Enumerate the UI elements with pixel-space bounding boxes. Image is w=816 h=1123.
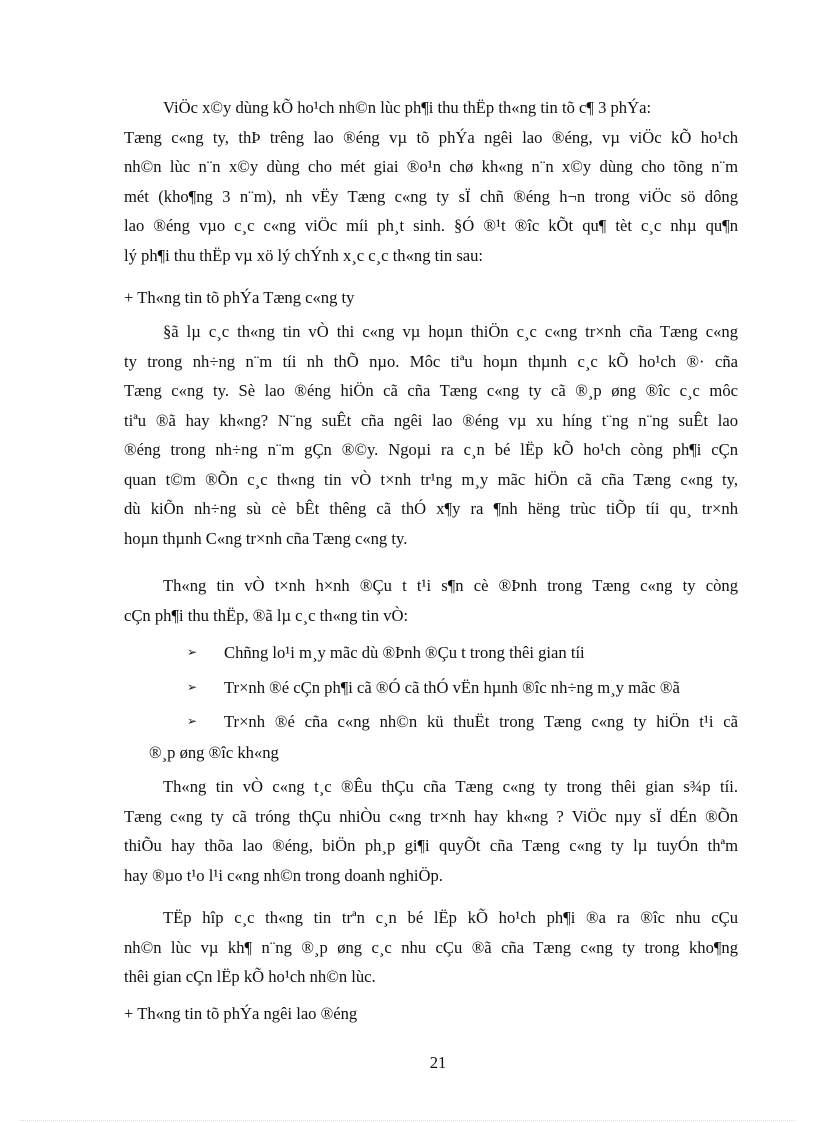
- arrowhead-bullet-icon: ➢: [187, 714, 198, 728]
- text-line: nh©n lùc n¨n x©y dùng cho mét giai ®o¹n chø kh«ng n¨n x©y dùng cho tõng n¨m: [124, 157, 738, 176]
- text-line: Tæng c«ng ty cã tróng thÇu nhiÒu c«ng tr×nh hay kh«ng ? ViÖc nµy sÏ dÉn ®Õn: [124, 806, 738, 826]
- arrowhead-bullet-icon: ➢: [187, 645, 198, 659]
- paragraph-bidding-info: [124, 772, 738, 890]
- text-line: mét (kho¶ng 3 n¨m), nh vËy Tæng c«ng ty sÏ chñ ®éng h¬n trong viÖc sö dông: [124, 186, 738, 206]
- text-line: thêi gian cÇn lËp kÕ ho¹ch nh©n lùc.: [124, 967, 376, 986]
- text-line: Tæng c«ng ty, thÞ trêng lao ®éng vµ tõ phÝa ngêi lao ®éng, vµ viÖc kÕ ho¹ch: [124, 127, 738, 147]
- text-line: tiªu ®ã hay kh«ng? N¨ng suÊt cña ngêi lao ®éng vµ xu híng t¨ng n¨ng suÊt lao: [124, 410, 738, 430]
- section-heading-worker: + Th«ng tin tõ phÝa ngêi lao ®éng: [124, 1004, 358, 1023]
- text-line: ty trong nh÷ng n¨m tíi nh thÕ nµo. Môc tiªu hoµn thµnh c¸c kÕ ho¹ch ®· cña: [124, 351, 738, 371]
- section-heading-company: + Th«ng tin tõ phÝa Tæng c«ng ty: [124, 288, 355, 307]
- text-line: TËp hîp c¸c th«ng tin trªn c¸n bé lËp kÕ ho¹ch ph¶i ®a ra ®îc nhu cÇu: [163, 908, 738, 927]
- text-line: lao ®éng vµo c¸c c«ng viÖc míi ph¸t sinh. §Ó ®¹t ®îc kÕt qu¶ tèt c¸c nhµ qu¶n: [124, 216, 738, 235]
- text-line: Th«ng tin vÒ t×nh h×nh ®Çu t t¹i s¶n cè ®Þnh trong Tæng c«ng ty còng: [163, 576, 738, 595]
- text-line: lý ph¶i thu thËp vµ xö lý chÝnh x¸c c¸c th«ng tin sau:: [124, 245, 484, 265]
- text-line: cÇn ph¶i thu thËp, ®ã lµ c¸c th«ng tin vÒ:: [124, 605, 409, 625]
- paragraph-intro: [124, 93, 738, 270]
- arrowhead-bullet-icon: ➢: [187, 680, 198, 694]
- paragraph-company-info: [124, 317, 738, 553]
- list-item-text: Tr×nh ®é cÇn ph¶i cã ®Ó cã thÓ vËn hµnh ®îc nh÷ng m¸y mãc ®ã: [224, 678, 680, 697]
- text-line: ®éng trong nh÷ng n¨m gÇn ®©y. Ngoµi ra c¸n bé lËp kÕ ho¹ch còng ph¶i cÇn: [124, 440, 738, 459]
- text-line: dù kiÕn nh÷ng sù cè bÊt thêng cã thÓ x¶y ra ¶nh hëng trùc tiÕp tíi qu¸ tr×nh: [124, 499, 738, 518]
- text-line: thiÕu hay thõa lao ®éng, biÖn ph¸p gi¶i quyÕt cña Tæng c«ng ty lµ tuyÓn thªm: [124, 836, 738, 855]
- text-line: hay ®µo t¹o l¹i c«ng nh©n trong doanh nghiÖp.: [124, 865, 443, 885]
- text-line: Tæng c«ng ty. Sè lao ®éng hiÖn cã cña Tæng c«ng ty cã ®¸p øng ®îc c¸c môc: [124, 381, 738, 400]
- text-line: hoµn thµnh C«ng tr×nh cña Tæng c«ng ty.: [124, 528, 408, 548]
- list-item-text: Chñng lo¹i m¸y mãc dù ®Þnh ®Çu t trong thêi gian tíi: [224, 643, 585, 662]
- text-line: §ã lµ c¸c th«ng tin vÒ thi c«ng vµ hoµn thiÖn c¸c c«ng tr×nh cña Tæng c«ng: [163, 322, 738, 341]
- text-line: Th«ng tin vÒ c«ng t¸c ®Êu thÇu cña Tæng c«ng ty trong thêi gian s¾p tíi.: [163, 777, 738, 796]
- page-number: 21: [429, 1053, 447, 1072]
- text-line: quan t©m ®Õn c¸c th«ng tin vÒ t×nh tr¹ng m¸y mãc hiÖn cã cña Tæng c«ng ty,: [124, 469, 738, 489]
- text-line: ViÖc x©y dùng kÕ ho¹ch nh©n lùc ph¶i thu thËp th«ng tin tõ c¶ 3 phÝa:: [163, 98, 652, 117]
- list-item-text: Tr×nh ®é cña c«ng nh©n kü thuËt trong Tæng c«ng ty hiÖn t¹i cã: [224, 712, 738, 731]
- page-bottom-divider: [20, 1120, 796, 1121]
- list-item-continuation: ®¸p øng ®îc kh«ng: [149, 743, 279, 762]
- paragraph-investment-info: [124, 571, 738, 630]
- paragraph-summary: [124, 903, 738, 992]
- text-line: nh©n lùc vµ kh¶ n¨ng ®¸p øng c¸c nhu cÇu ®ã cña Tæng c«ng ty trong kho¶ng: [124, 937, 738, 957]
